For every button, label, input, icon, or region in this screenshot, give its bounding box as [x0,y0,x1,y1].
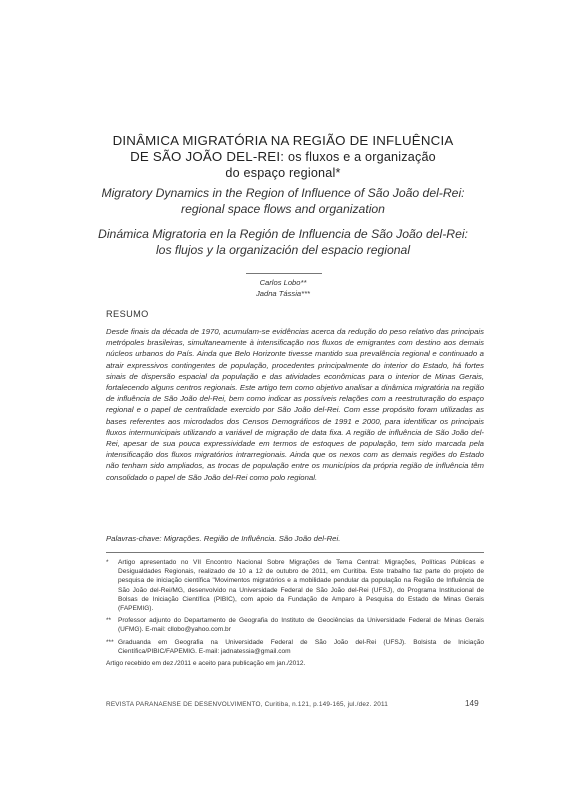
author-list [200,278,366,299]
footnotes [106,558,484,668]
footnote-2-mark: ** [106,617,112,625]
subtitle-spanish-line-2: los flujos y la organización del espacio regional [155,242,411,257]
footnote-3-mark: *** [106,638,114,646]
footnote-3 [106,638,484,656]
keywords: Palavras-chave: Migrações. Região de Influência. São João del-Rei. [106,534,341,543]
footnote-rule [106,552,484,553]
received-note: Artigo recebido em dez./2011 e aceito para publicação em jan./2012. [106,660,306,668]
footnote-3-text: Graduanda em Geografia na Universidade Federal de São João del-Rei (UFSJ). Bolsista de Iniciação Científica/PIBIC/FAPEMIG. E-mail: jadnatessia@gmail.com [118,638,484,655]
footnote-1-mark: * [106,559,109,566]
title-line-3: do espaço regional* [225,166,341,180]
title-line-2-rest: os fluxos e a organização [288,150,436,164]
page-number: 149 [465,699,479,708]
resumo-heading: RESUMO [106,309,149,319]
subtitle-english-line-2: regional space flows and organization [181,201,385,216]
footnote-2 [106,616,484,634]
subtitle-spanish [70,227,496,258]
author-divider [246,273,322,274]
footnote-1 [106,558,484,613]
article-title [90,133,476,181]
title-line-2-caps: DE SÃO JOÃO DEL-REI: [130,149,285,164]
subtitle-english [70,186,496,217]
title-line-2 [90,149,476,165]
resumo-text: Desde finais da década de 1970, acumulam-se evidências acerca da redução do peso relativo das principais metrópoles brasileiras, simultaneamente à intensificação nos fluxos de emigrantes com destino aos demais núcleos urbanos do País. Ainda que Belo Horizonte tivesse mantido sua prevalência regional e continuado a atrair expressivos contingentes de população, procedentes principalmente do interior do Estado, há fortes sinais de dispersão espacial da população e das atividades econômicas para o interior de Minas Gerais, fortalecendo alguns centros regionais. Este artigo tem como objetivo analisar a dinâmica migratória na região de influência de São João del-Rei, bem como indicar as possíveis relações com a reestruturação do espaço regional e o papel de centralidade exercido por São João del-Rei. Com esse propósito foram utilizadas as bases referentes aos microdados dos Censos Demográficos de 1991 e 2000, para identificar os principais fluxos intermunicipais utilizando a variável de migração de data fixa. A região de influência de São João del-Rei, apesar de sua pouca expressividade em termos de estoques de população, tem sido marcada pela intensificação dos fluxos migratórios intrarregionais. Ainda que os nexos com as demais regiões do Estado não tenham sido ampliados, as trocas de população entre os municípios da própria região de influência têm consolidado o papel de São João del-Rei como polo regional. [106,327,484,482]
subtitle-spanish-line-1: Dinámica Migratoria en la Región de Influencia de São João del-Rei: [98,227,468,241]
title-line-1: DINÂMICA MIGRATÓRIA NA REGIÃO DE INFLUÊNCIA [112,133,454,148]
author-2: Jadna Tássia*** [255,288,311,298]
journal-footer: REVISTA PARANAENSE DE DESENVOLVIMENTO, Curitiba, n.121, p.149-165, jul./dez. 2011 [106,701,388,708]
footnote-1-text: Artigo apresentado no VII Encontro Nacional Sobre Migrações de Tema Central: Migrações, Políticas Públicas e Desigualdades Regionais, realizado de 10 a 12 de outubro de 2011, em Curitiba. Este trabalho faz parte do projeto de pesquisa de iniciação científica "Movimentos migratórios e a mobilidade pendular da população na Região de Influência de São João del-Rei/MG, desenvolvido na Universidade Federal de São João del-Rei (UFSJ), do Programa Institucional de Bolsas de Iniciação Científica (PIBIC), com apoio da Fundação de Amparo à Pesquisa do Estado de Minas Gerais (FAPEMIG). [118,559,484,613]
subtitle-english-line-1: Migratory Dynamics in the Region of Influence of São João del-Rei: [101,186,465,200]
footnote-2-text: Professor adjunto do Departamento de Geografia do Instituto de Geociências da Universidade Federal de Minas Gerais (UFMG). E-mail: cllobo@yahoo.com.br [118,617,484,634]
author-1: Carlos Lobo** [259,278,307,287]
